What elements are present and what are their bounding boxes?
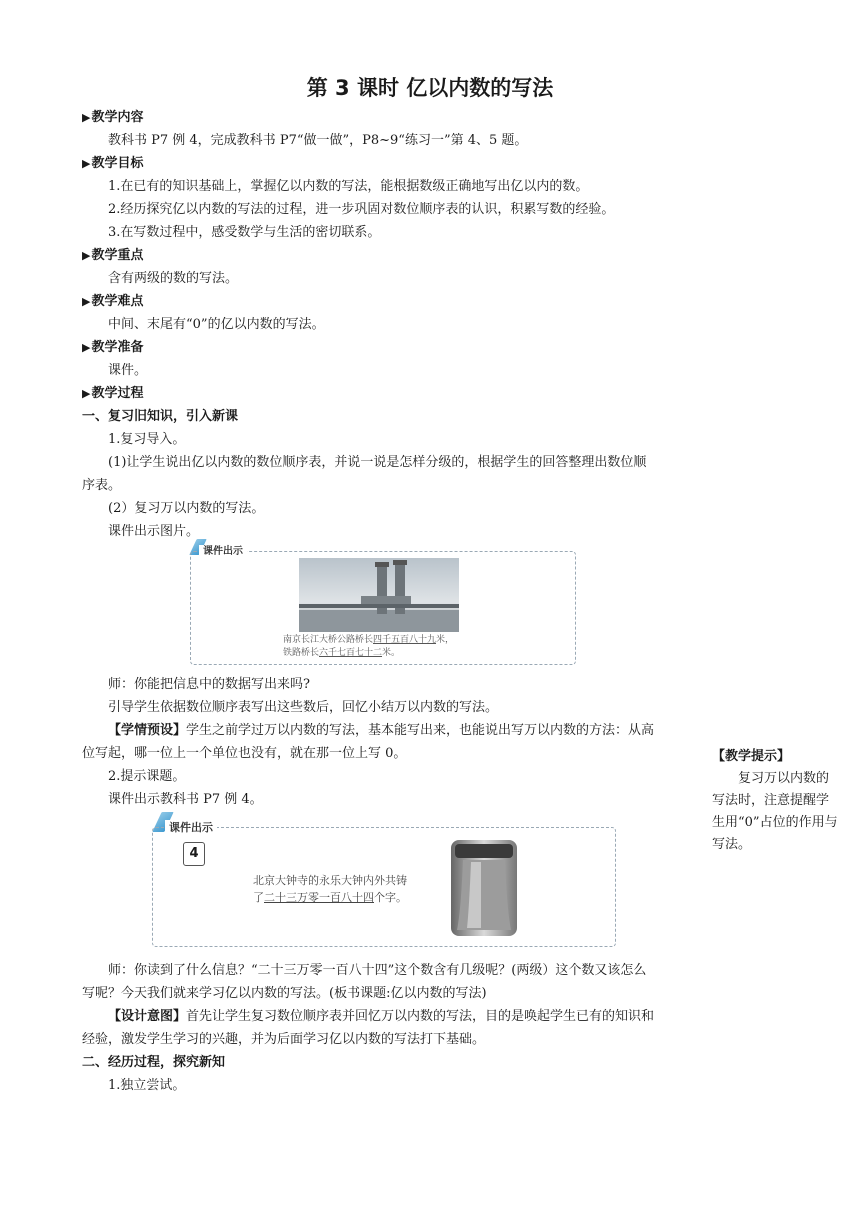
heading-prep: ▶教学准备 (82, 340, 144, 355)
para: 课件。 (108, 363, 148, 378)
para: 2.提示课题。 (108, 769, 186, 784)
figure-caption: 北京大钟寺的永乐大钟内外共铸 了二十三万零一百八十四个字。 (253, 874, 407, 904)
para: 1.复习导入。 (108, 432, 186, 447)
para: 含有两级的数的写法。 (108, 271, 239, 286)
bell-image (451, 840, 517, 936)
para: 课件出示教科书 P7 例 4。 (108, 792, 263, 807)
figure-tag: 课件出示 (165, 820, 217, 835)
para: 【设计意图】首先让学生复习数位顺序表并回忆万以内数的写法，目的是唤起学生已有的知识和经验，激发学生学习的兴趣，并为后面学习亿以内数的写法打下基础。 (82, 1009, 655, 1047)
bridge-image (299, 558, 459, 632)
bell-photo (451, 840, 517, 936)
bridge-photo (299, 558, 459, 632)
heading-part2: 二、经历过程，探究新知 (82, 1055, 226, 1070)
tip-text: 复习万以内数的写法时，注意提醒学生用“0”占位的作用与写法。 (712, 771, 838, 852)
example-number: 4 (183, 842, 205, 866)
figure-tag: 课件出示 (199, 545, 247, 559)
para: 引导学生依据数位顺序表写出这些数后，回忆小结万以内数的写法。 (108, 700, 499, 715)
figure-caption: 南京长江大桥公路桥长四千五百八十九米， 铁路桥长六千七百七十二米。 (283, 635, 455, 658)
para: (2）复习万以内数的写法。 (108, 501, 265, 516)
tip-title: 【教学提示】 (712, 749, 791, 764)
para: 1.独立尝试。 (108, 1078, 186, 1093)
main-content (82, 106, 658, 1097)
heading-goals: ▶教学目标 (82, 156, 144, 171)
heading-part1: 一、复习旧知识，引入新课 (82, 409, 239, 424)
para: 3.在写数过程中，感受数学与生活的密切联系。 (108, 225, 381, 240)
teaching-tip (712, 746, 840, 856)
heading-key: ▶教学重点 (82, 248, 144, 263)
para: 教科书 P7 例 4，完成教科书 P7“做一做”，P8~9“练习一”第 4、5 题。 (108, 133, 528, 148)
para: 中间、末尾有“0”的亿以内数的写法。 (108, 317, 325, 332)
figure-bridge (190, 546, 576, 665)
para: 师：你能把信息中的数据写出来吗? (108, 677, 310, 692)
heading-difficulty: ▶教学难点 (82, 294, 144, 309)
para: 课件出示图片。 (108, 524, 200, 539)
page-title: 第 3 课时 亿以内数的写法 (306, 76, 554, 100)
figure-bell (152, 821, 616, 947)
para: 师：你读到了什么信息？“二十三万零一百八十四”这个数含有几级呢？(两级）这个数又该怎么写呢？今天我们就来学习亿以内数的写法。(板书课题:亿以内数的写法) (82, 963, 647, 1001)
heading-content: ▶教学内容 (82, 110, 144, 125)
para: 1.在已有的知识基础上，掌握亿以内数的写法，能根据数级正确地写出亿以内的数。 (108, 179, 589, 194)
heading-process: ▶教学过程 (82, 386, 144, 401)
para: 【学情预设】学生之前学过万以内数的写法，基本能写出来，也能说出写万以内数的方法：从高位写起，哪一位上一个单位也没有，就在那一位上写 0。 (82, 723, 655, 761)
para: (1)让学生说出亿以内数的数位顺序表，并说一说是怎样分级的，根据学生的回答整理出数位顺序表。 (82, 455, 647, 493)
para: 2.经历探究亿以内数的写法的过程，进一步巩固对数位顺序表的认识，积累写数的经验。 (108, 202, 615, 217)
